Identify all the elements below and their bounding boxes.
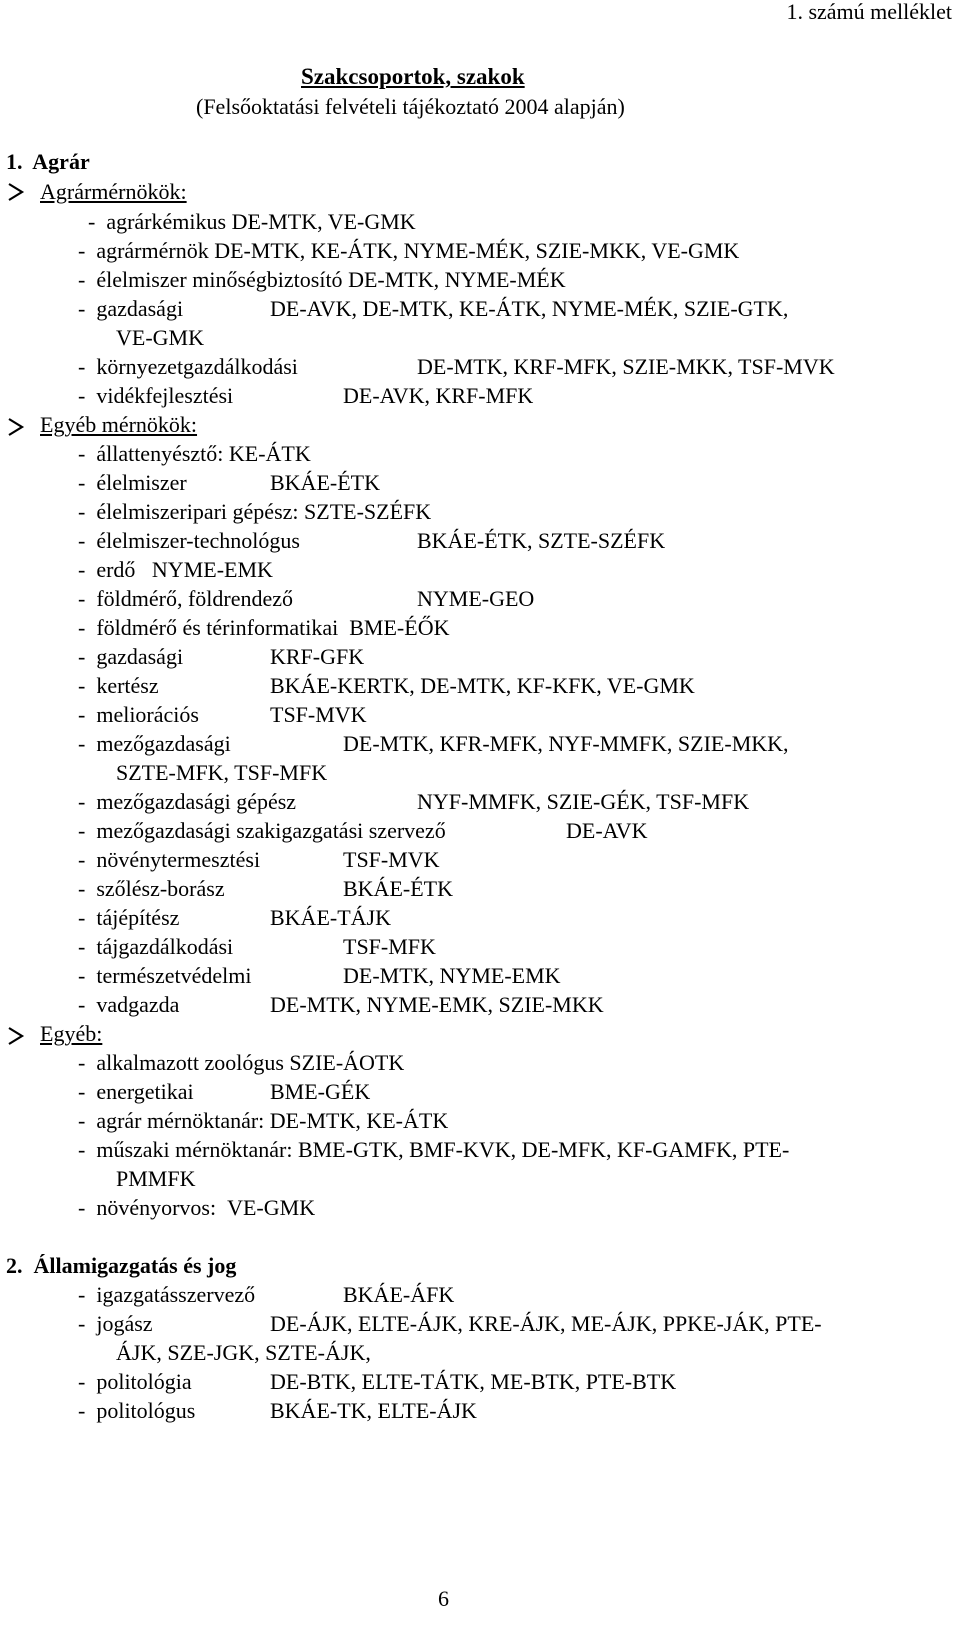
list-item-institutions: BKÁE-ÉTK, SZTE-SZÉFK — [417, 528, 666, 553]
list-item: - állattenyésztő: KE-ÁTK — [78, 441, 311, 466]
page-subtitle: (Felsőoktatási felvételi tájékoztató 2004 alapján) — [196, 94, 625, 119]
list-item: - igazgatásszervező — [78, 1282, 256, 1307]
list-item: - környezetgazdálkodási — [78, 354, 298, 379]
section-title: Államigazgatás és jog — [33, 1253, 237, 1278]
list-item: - élelmiszer — [78, 470, 187, 495]
list-item-institutions: DE-MTK, KRF-MFK, SZIE-MKK, TSF-MVK — [417, 354, 835, 379]
list-item-institutions: DE-MTK, NYME-EMK, SZIE-MKK — [270, 992, 604, 1017]
list-item: - gazdasági — [78, 296, 184, 321]
section-1-heading — [6, 147, 90, 177]
list-item-institutions: BKÁE-ÁFK — [343, 1282, 455, 1307]
list-item: - élelmiszer-technológus — [78, 528, 300, 553]
list-item: - mezőgazdasági — [78, 731, 231, 756]
group-title-egyeb-mernokok: Egyéb mérnökök: — [40, 412, 198, 437]
list-item: - erdő NYME-EMK — [78, 557, 273, 582]
list-item: - agrármérnök DE-MTK, KE-ÁTK, NYME-MÉK, SZIE-MKK, VE-GMK — [78, 238, 740, 263]
group-title-agrarmernokok: Agrármérnökök: — [40, 179, 187, 204]
list-item: - növényorvos: VE-GMK — [78, 1195, 316, 1220]
arrow-bullet-icon — [6, 417, 26, 437]
list-item: - agrárkémikus DE-MTK, VE-GMK — [88, 209, 416, 234]
list-item-institutions: DE-AVK, KRF-MFK — [343, 383, 534, 408]
list-item: - kertész — [78, 673, 159, 698]
list-item: - földmérő, földrendező — [78, 586, 294, 611]
list-item: - földmérő és térinformatikai BME-ÉŐK — [78, 615, 450, 640]
list-item: - mezőgazdasági szakigazgatási szervező — [78, 818, 446, 843]
section-number: 2. — [6, 1253, 23, 1278]
list-item: - jogász — [78, 1311, 153, 1336]
list-item: - meliorációs — [78, 702, 199, 727]
list-item-institutions: ÁJK, SZE-JGK, SZTE-ÁJK, — [116, 1340, 371, 1365]
list-item-institutions: BME-GÉK — [270, 1079, 371, 1104]
page-number: 6 — [438, 1586, 449, 1611]
list-item-institutions: TSF-MVK — [343, 847, 440, 872]
section-title: Agrár — [32, 149, 90, 174]
list-item-institutions: NYF-MMFK, SZIE-GÉK, TSF-MFK — [417, 789, 750, 814]
list-item-institutions: DE-ÁJK, ELTE-ÁJK, KRE-ÁJK, ME-ÁJK, PPKE-JÁK, PTE- — [270, 1311, 822, 1336]
list-item-institutions: TSF-MFK — [343, 934, 436, 959]
list-item: - növénytermesztési — [78, 847, 261, 872]
list-item: - tájépítész — [78, 905, 180, 930]
list-item: - élelmiszeripari gépész: SZTE-SZÉFK — [78, 499, 432, 524]
list-item: - élelmiszer minőségbiztosító DE-MTK, NYME-MÉK — [78, 267, 566, 292]
list-item-institutions: VE-GMK — [116, 325, 204, 350]
list-item-institutions: SZTE-MFK, TSF-MFK — [116, 760, 328, 785]
list-item: - agrár mérnöktanár: DE-MTK, KE-ÁTK — [78, 1108, 449, 1133]
list-item-institutions: BKÁE-KERTK, DE-MTK, KF-KFK, VE-GMK — [270, 673, 695, 698]
list-item-institutions: BKÁE-ÉTK — [343, 876, 453, 901]
list-item-institutions: KRF-GFK — [270, 644, 365, 669]
list-item: - politológus — [78, 1398, 196, 1423]
section-2-heading — [6, 1251, 236, 1281]
list-item: - politológia — [78, 1369, 192, 1394]
list-item: - energetikai — [78, 1079, 194, 1104]
list-item-institutions: DE-BTK, ELTE-TÁTK, ME-BTK, PTE-BTK — [270, 1369, 677, 1394]
list-item-institutions: DE-AVK, DE-MTK, KE-ÁTK, NYME-MÉK, SZIE-GTK, — [270, 296, 789, 321]
list-item-institutions: BKÁE-ÉTK — [270, 470, 380, 495]
list-item-institutions: NYME-GEO — [417, 586, 535, 611]
list-item: - gazdasági — [78, 644, 184, 669]
list-item-institutions: DE-MTK, KFR-MFK, NYF-MMFK, SZIE-MKK, — [343, 731, 789, 756]
section-number: 1. — [6, 149, 23, 174]
list-item-institutions: PMMFK — [116, 1166, 196, 1191]
list-item: - szőlész-borász — [78, 876, 225, 901]
annex-label: 1. számú melléklet — [786, 0, 952, 24]
list-item-institutions: BKÁE-TK, ELTE-ÁJK — [270, 1398, 477, 1423]
list-item: - vadgazda — [78, 992, 180, 1017]
arrow-bullet-icon — [6, 1026, 26, 1046]
arrow-bullet-icon — [6, 182, 26, 202]
list-item: - vidékfejlesztési — [78, 383, 234, 408]
list-item: - mezőgazdasági gépész — [78, 789, 297, 814]
list-item: - természetvédelmi — [78, 963, 252, 988]
list-item-institutions: DE-AVK — [566, 818, 648, 843]
list-item: - tájgazdálkodási — [78, 934, 234, 959]
list-item-institutions: DE-MTK, NYME-EMK — [343, 963, 561, 988]
list-item-institutions: TSF-MVK — [270, 702, 367, 727]
list-item-institutions: BKÁE-TÁJK — [270, 905, 391, 930]
list-item: - alkalmazott zoológus SZIE-ÁOTK — [78, 1050, 405, 1075]
list-item: - műszaki mérnöktanár: BME-GTK, BMF-KVK, DE-MFK, KF-GAMFK, PTE- — [78, 1137, 790, 1162]
page-title: Szakcsoportok, szakok — [301, 64, 525, 89]
group-title-egyeb: Egyéb: — [40, 1021, 103, 1046]
